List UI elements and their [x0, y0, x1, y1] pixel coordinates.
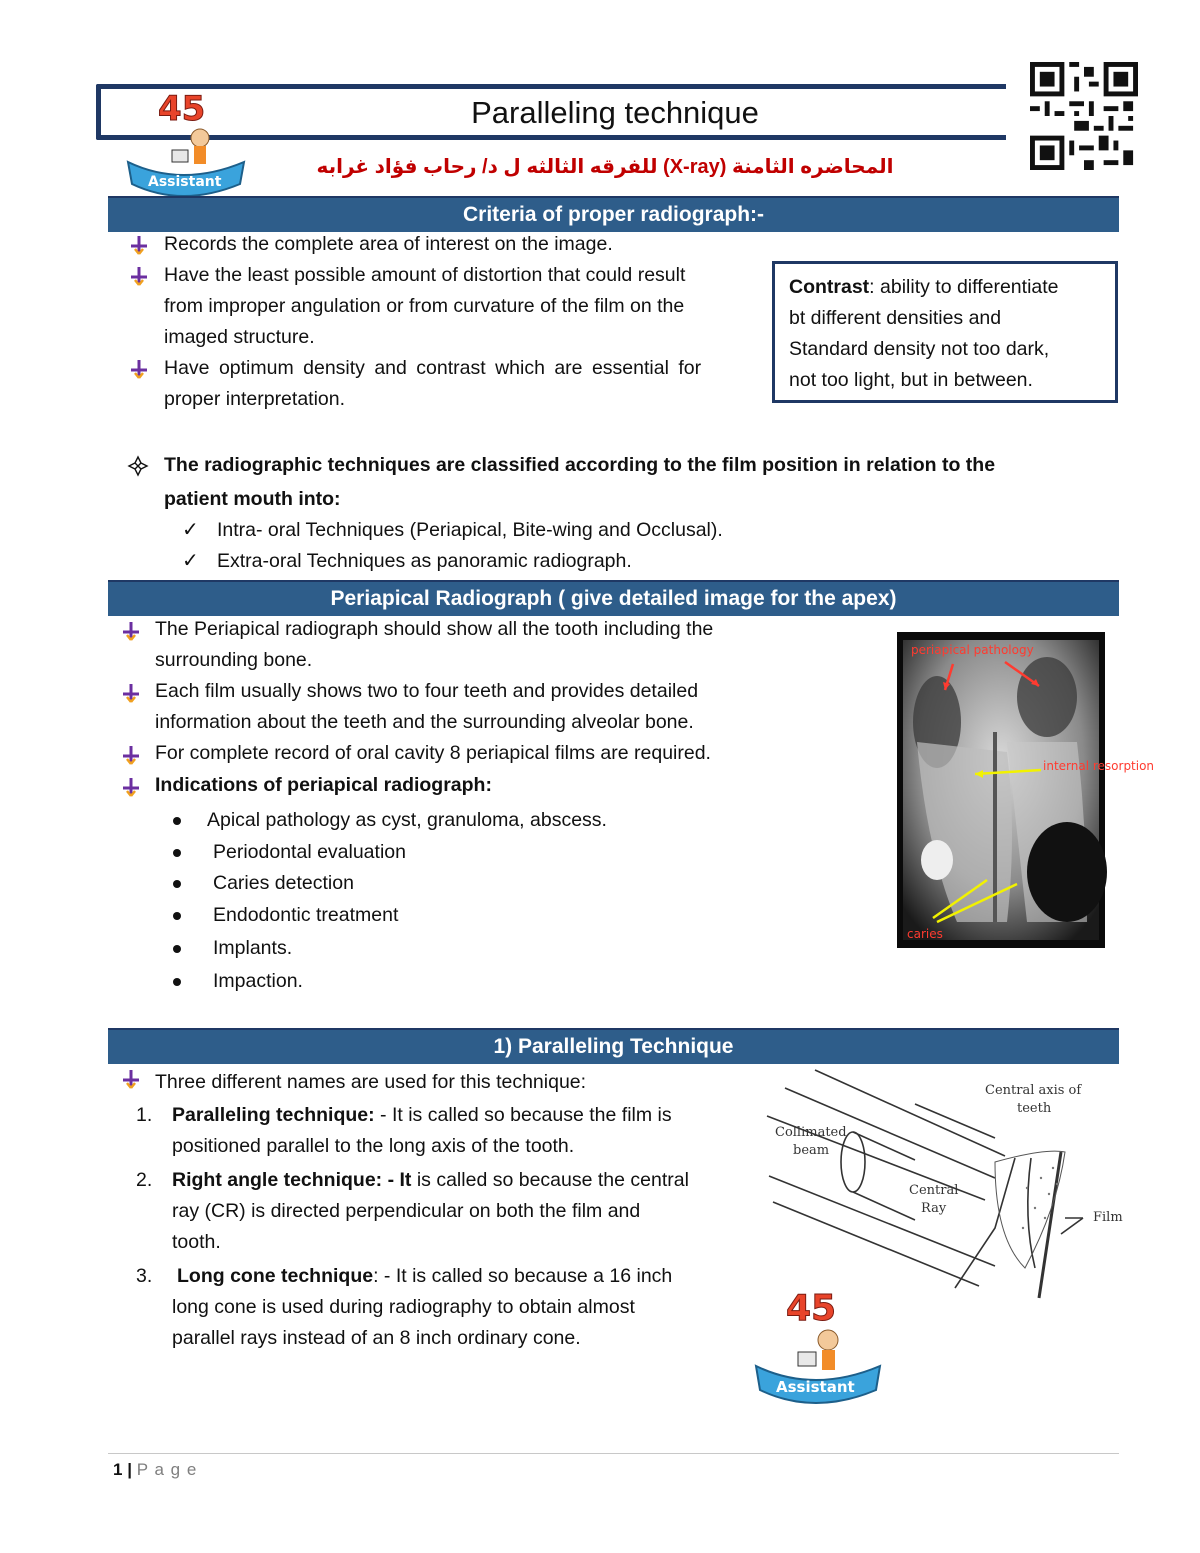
bullet-dot [173, 945, 181, 953]
periapical-item-1-line-1: The Periapical radiograph should show all the tooth including the [155, 618, 714, 640]
arrow-bullet-icon [128, 234, 150, 256]
svg-text:beam: beam [793, 1143, 830, 1158]
paralleling-item-2-line-2: ray (CR) is directed perpendicular on both the film and [172, 1200, 641, 1222]
indication-item-1: Apical pathology as cyst, granuloma, abscess. [207, 809, 607, 831]
qr-code [1029, 62, 1139, 170]
indication-item-2: Periodontal evaluation [213, 841, 406, 863]
arrow-bullet-icon [120, 744, 142, 766]
periapical-heading: Periapical Radiograph ( give detailed image for the apex) [108, 580, 1119, 616]
criteria-item-2-line-1: Have the least possible amount of distortion that could result [164, 264, 686, 286]
footer-separator: | [127, 1460, 132, 1479]
paralleling-item-3-line-2: long cone is used during radiography to obtain almost [172, 1296, 635, 1318]
svg-text:Assistant: Assistant [776, 1378, 855, 1396]
arrow-bullet-icon [120, 682, 142, 704]
bullet-dot [173, 817, 181, 825]
check-icon: ✓ [182, 550, 199, 572]
svg-text:Film: Film [1093, 1210, 1123, 1225]
paralleling-item-3-line-1: Long cone technique: - It is called so because a 16 inch [177, 1265, 673, 1287]
svg-text:45: 45 [786, 1288, 837, 1329]
paralleling-item-1-line-1: Paralleling technique: - It is called so because the film is [172, 1104, 672, 1126]
svg-text:Assistant: Assistant [148, 174, 222, 190]
contrast-term: Contrast [789, 276, 870, 298]
svg-text:periapical pathology: periapical pathology [911, 643, 1034, 657]
criteria-item-2-line-2: from improper angulation or from curvature of the film on the [164, 295, 685, 317]
list-number: 3. [136, 1265, 153, 1287]
contrast-line-1: : ability to differentiate [869, 276, 1059, 298]
bullet-dot [173, 912, 181, 920]
criteria-item-3-line-2: proper interpretation. [164, 388, 346, 410]
svg-text:Ray: Ray [921, 1201, 947, 1216]
footer-divider [108, 1453, 1119, 1454]
svg-text:teeth: teeth [1017, 1101, 1052, 1116]
paralleling-intro: Three different names are used for this technique: [155, 1071, 587, 1093]
criteria-heading: Criteria of proper radiograph:- [108, 196, 1119, 232]
paralleling-item-3-line-3: parallel rays instead of an 8 inch ordinary cone. [172, 1327, 581, 1349]
periapical-item-2-line-1: Each film usually shows two to four teeth and provides detailed [155, 680, 699, 702]
list-number: 2. [136, 1169, 153, 1191]
criteria-item-2-line-3: imaged structure. [164, 326, 315, 348]
list-number: 1. [136, 1104, 153, 1126]
classification-item-2: Extra-oral Techniques as panoramic radiograph. [217, 550, 632, 572]
indication-item-3: Caries detection [213, 872, 354, 894]
criteria-item-3-line-1: Have optimum density and contrast which are essential for [164, 357, 702, 379]
indications-title: Indications of periapical radiograph: [155, 774, 492, 796]
periapical-item-3: For complete record of oral cavity 8 periapical films are required. [155, 742, 711, 764]
indication-item-6: Impaction. [213, 970, 303, 992]
arrow-bullet-icon [120, 620, 142, 642]
svg-text:internal resorption: internal resorption [1043, 759, 1155, 773]
contrast-note-box [772, 261, 1118, 403]
bullet-dot [173, 978, 181, 986]
page-footer [113, 1460, 197, 1480]
svg-text:45: 45 [158, 89, 206, 129]
classification-item-1: Intra- oral Techniques (Periapical, Bite-wing and Occlusal). [217, 519, 723, 541]
arrow-bullet-icon [128, 265, 150, 287]
classification-line-1: The radiographic techniques are classified according to the film position in relation to the [164, 454, 996, 476]
paralleling-diagram [765, 1068, 1135, 1298]
criteria-item-1: Records the complete area of interest on the image. [164, 233, 613, 255]
periapical-xray-image [897, 632, 1155, 948]
contrast-line-3: Standard density not too dark, [789, 338, 1050, 360]
periapical-item-1-line-2: surrounding bone. [155, 649, 313, 671]
logo-45-assistant [752, 1284, 886, 1404]
arrow-bullet-icon [128, 358, 150, 380]
arrow-bullet-icon [120, 776, 142, 798]
check-icon: ✓ [182, 519, 199, 541]
lecture-subtitle: المحاضره الثامنة (X-ray) للفرقه الثالثه ل د/ رحاب فؤاد غرابه [316, 156, 894, 178]
classification-line-2: patient mouth into: [164, 488, 341, 510]
paralleling-item-2-line-1: Right angle technique: - It is called so because the central [172, 1169, 689, 1191]
page-label: P a g e [136, 1460, 198, 1479]
indication-item-5: Implants. [213, 937, 293, 959]
paralleling-heading: 1) Paralleling Technique [108, 1028, 1119, 1064]
bullet-dot [173, 849, 181, 857]
arrow-bullet-icon [120, 1068, 142, 1090]
svg-text:Collimated: Collimated [775, 1125, 847, 1140]
page-title: Paralleling technique [471, 95, 759, 130]
paralleling-item-2-line-3: tooth. [172, 1231, 221, 1253]
bullet-dot [173, 880, 181, 888]
indication-item-4: Endodontic treatment [213, 904, 399, 926]
svg-text:Central axis of: Central axis of [985, 1083, 1082, 1098]
logo-45-assistant [122, 88, 252, 196]
contrast-line-4: not too light, but in between. [789, 369, 1033, 391]
contrast-line-2: bt different densities and [789, 307, 1002, 329]
paralleling-item-1-line-2: positioned parallel to the long axis of the tooth. [172, 1135, 575, 1157]
svg-text:caries: caries [907, 927, 943, 941]
periapical-item-2-line-2: information about the teeth and the surrounding alveolar bone. [155, 711, 694, 733]
diamond-bullet-icon [128, 456, 148, 476]
svg-text:Central: Central [909, 1183, 959, 1198]
page-number: 1 [113, 1460, 123, 1479]
